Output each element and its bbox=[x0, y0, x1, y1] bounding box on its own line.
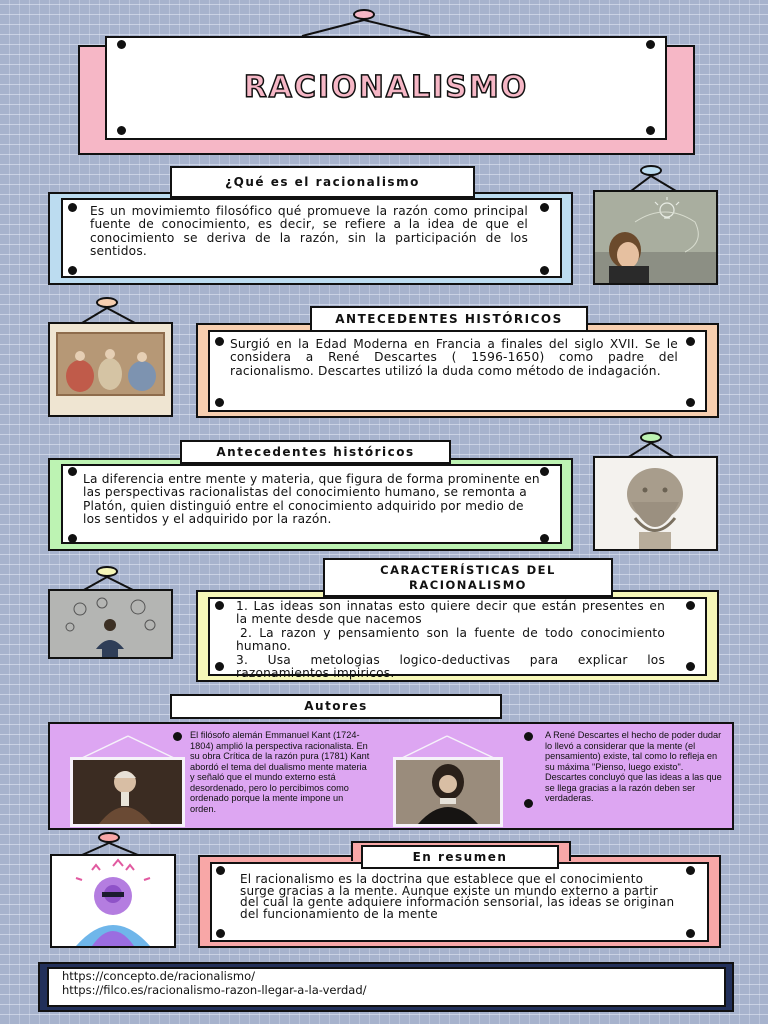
section2-label: ANTECEDENTES HISTÓRICOS bbox=[310, 306, 588, 332]
page-title: RACIONALISMO bbox=[243, 70, 529, 105]
list-item: 1. Las ideas son innatas esto quiere decir que están presentes en la mente desde que nacemos bbox=[236, 599, 665, 627]
list-item: 2. La razon y pensamiento son la fuente de todo conocimiento humano. bbox=[236, 625, 665, 654]
source-link-concepto[interactable]: https://concepto.de/racionalismo/ bbox=[62, 969, 255, 983]
list-item: 3. Usa metologias logico-deductivas para explicar los razonamientos impiricos. bbox=[236, 652, 665, 681]
section2-text: Surgió en la Edad Moderna en Francia a finales del siglo XVII. Se le considera a René Descartes ( 1596-1650) como padre del racionalismo. Descartes utilizó la duda como método de indagación. bbox=[230, 337, 678, 378]
section3-label: Antecedentes históricos bbox=[180, 440, 451, 464]
section1-label: ¿Qué es el racionalismo bbox=[170, 166, 475, 198]
brain-mind-icon bbox=[52, 856, 174, 946]
section4-label: CARACTERÍSTICAS DEL RACIONALISMO bbox=[323, 558, 613, 597]
section6-text: El racionalismo es la doctrina que establece que el conocimiento surge gracias a la mente. Aunque existe un mundo externo a partir del cual la gente adquiere información sensorial, las ideas se originan del funcionamiento de la mente bbox=[240, 872, 675, 921]
section6-label: En resumen bbox=[361, 845, 559, 869]
source-link-filco[interactable]: https://filco.es/racionalismo-razon-llegar-a-la-verdad/ bbox=[62, 983, 367, 997]
descartes-text: A René Descartes el hecho de poder dudar lo llevó a considerar que la mente (el pensamiento) existe, tal como lo refleja en su máxima "Pienso, luego existo". Descartes concluyó que las ideas a las que se llega gracias a la razón deben ser verdaderas. bbox=[545, 730, 722, 803]
mind-illustration-image bbox=[50, 854, 176, 948]
section3-text: La diferencia entre mente y materia, que figura de forma prominente en las perspectivas racionalistas del conocimiento humano, se remonta a Platón, quien distinguió entre el conocimiento adquirido por medio de los sentidos y el adquirido por la razón. bbox=[83, 472, 540, 527]
section1-text: Es un movimiemto filosófico qué promueve la razón como principal fuente de conocimiento, es decir, se refiere a la idea de que el conocimiento se deriva de la razón, sin la participación de los sentidos. bbox=[90, 204, 528, 259]
kant-text: El filósofo alemán Emmanuel Kant (1724-1804) amplió la perspectiva racionalista. En su obra Crítica de la razón pura (1781) Kant abordó el tema del dualismo mente materia y señaló que el mundo externo está desordenado, pero lo percibimos como ordenado porque la mente impone un orden. bbox=[190, 730, 370, 814]
section5-label: Autores bbox=[170, 694, 502, 719]
